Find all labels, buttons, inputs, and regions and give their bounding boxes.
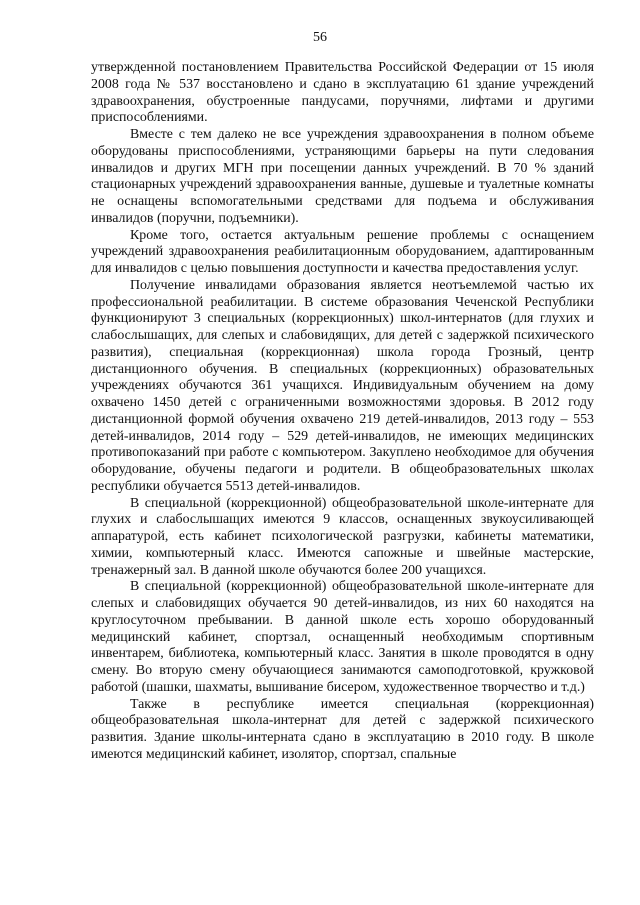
page-number: 56 — [313, 30, 327, 45]
paragraph-deaf-school: В специальной (коррекционной) общеобразовательной школе-интернате для глухих и слабослышащих имеются 9 классов, оснащенных звукоусиливающей аппаратурой, есть кабинет психологической разгрузки, кабинеты математики, химии, компьютерный класс. Имеются сапожные и швейные мастерские, тренажерный зал. В данной школе обучаются более 200 учащихся. — [91, 495, 594, 578]
paragraph-blind-school: В специальной (коррекционной) общеобразовательной школе-интернате для слепых и слабовидящих обучается 90 детей-инвалидов, из них 60 находятся на круглосуточном пребывании. В данной школе есть хорошо оборудованный медицинский кабинет, спортзал, оснащенный необходимым спортивным инвентарем, библиотека, компьютерный класс. Занятия в школе проводятся в одну смену. Во вторую смену обучающиеся занимаются самоподготовкой, кружковой работой (шашки, шахматы, вышивание бисером, художественное творчество и т.д.) — [91, 579, 594, 695]
paragraph-education: Получение инвалидами образования является неотъемлемой частью их профессиональной реабилитации. В системе образования Чеченской Республики функционируют 3 специальных (коррекционных) школ-интернатов (для глухих и слабослышащих, для слепых и слабовидящих, для детей с задержкой психического развития), специальная (коррекционная) школа города Грозный, центр дистанционного обучения. В специальных (коррекционных) образовательных учреждениях обучаются 361 учащихся. Индивидуальным обучением на дому охвачено 1450 детей с ограниченными возможностями здоровья. В 2012 году дистанционной формой обучения охвачено 219 детей-инвалидов, 2013 году – 553 детей-инвалидов, 2014 году – 529 детей-инвалидов, не имеющих медицинских противопоказаний при работе с компьютером. Закуплено необходимое для обучения оборудование, обучены педагоги и родители. В общеобразовательных школах республики обучается 5513 детей-инвалидов. — [91, 277, 594, 494]
paragraph-rehab-equipment: Кроме того, остается актуальным решение проблемы с оснащением учреждений здравоохранения реабилитационным оборудованием, адаптированным для инвалидов с целью повышения доступности и качества предоставления услуг. — [91, 227, 594, 276]
paragraph-continued: утвержденной постановлением Правительства Российской Федерации от 15 июля 2008 года № 537 восстановлено и сдано в эксплуатацию 61 здание учреждений здравоохранения, обустроенные пандусами, поручнями, лифтами и другими приспособлениями. — [91, 60, 594, 126]
paragraph-delay-school: Также в республике имеется специальная (коррекционная) общеобразовательная школа-интернат для детей с задержкой психического развития. Здание школы-интерната сдано в эксплуатацию в 2010 году. В школе имеются медицинский кабинет, изолятор, спортзал, спальные — [91, 696, 594, 762]
paragraph-equipment-gaps: Вместе с тем далеко не все учреждения здравоохранения в полном объеме оборудованы приспособлениями, устраняющими барьеры на пути следования инвалидов и других МГН при посещении данных учреждений. В 70 % зданий стационарных учреждений здравоохранения ванные, душевые и туалетные комнаты не оснащены вспомогательными средствами для подъема и обслуживания инвалидов (поручни, подъемники). — [91, 127, 594, 226]
body-text — [91, 60, 594, 764]
